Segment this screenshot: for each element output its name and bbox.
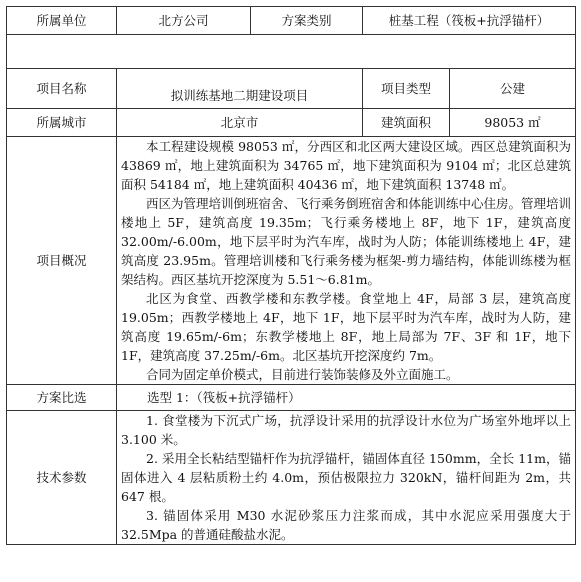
unit-value: 北方公司	[117, 7, 251, 35]
unit-label: 所属单位	[7, 7, 117, 35]
technical-content	[117, 411, 576, 545]
technical-paragraph: 3. 锚固体采用 M30 水泥砂浆压力注浆而成，其中水泥应采用强度大于 32.5Mpa 的普通硅酸盐水泥。	[121, 508, 572, 542]
overview-row	[7, 137, 576, 385]
project-name-row	[7, 69, 576, 109]
city-label: 所属城市	[7, 109, 117, 137]
technical-row	[7, 411, 576, 545]
overview-paragraph: 本工程建设规模 98053 ㎡，分西区和北区两大建设区域。西区总建筑面积为 43869 ㎡，地上建筑面积为 34765 ㎡，地下建筑面积为 9104 ㎡；北区总建筑面积 54184 ㎡，地上建筑面积 40436 ㎡，地下建筑面积 13748 ㎡。	[121, 139, 572, 192]
overview-paragraph: 合同为固定单价模式，目前进行装饰装修及外立面施工。	[146, 367, 459, 382]
area-label: 建筑面积	[363, 109, 450, 137]
overview-content	[117, 137, 576, 385]
blank-cell	[7, 35, 576, 69]
overview-label: 项目概况	[7, 137, 117, 385]
category-label: 方案类别	[251, 7, 363, 35]
comparison-value: 选型 1：（筏板+抗浮锚杆）	[117, 385, 576, 411]
technical-paragraph: 2. 采用全长粘结型锚杆作为抗浮锚杆，锚固体直径 150mm，全长 11m，锚固体进入 4 层粘质粉土约 4.0m，预估极限拉力 320kN，锚杆间距为 2m，共 647 根。	[121, 451, 572, 504]
technical-paragraph: 1. 食堂楼为下沉式广场，抗浮设计采用的抗浮设计水位为广场室外地坪以上 3.100 米。	[121, 413, 572, 447]
area-value: 98053 ㎡	[450, 109, 576, 137]
blank-row	[7, 35, 576, 69]
comparison-row	[7, 385, 576, 411]
project-name-label: 项目名称	[7, 69, 117, 109]
header-row	[7, 7, 576, 35]
overview-paragraph: 西区为管理培训倒班宿舍、飞行乘务倒班宿舍和体能训练中心住房。管理培训楼地上 5F，建筑高度 19.35m；飞行乘务楼地上 8F，地下 1F，建筑高度 32.00m/-6.00m，地下层平时为汽车库，战时为人防；体能训练楼地上 4F，建筑高度 23.95m。管理培训楼和飞行乘务楼为框架-剪力墙结构，体能训练楼为框架结构。西区基坑开挖深度为 5.51～6.81m。	[121, 196, 572, 287]
overview-paragraph: 北区为食堂、西教学楼和东教学楼。食堂地上 4F，局部 3 层，建筑高度 19.05m；西教学楼地上 4F，地下 1F，地下层平时为汽车库，战时为人防，建筑高度 19.65m/-6m；东教学楼地上 8F，地上局部为 7F、3F 和 1F，地下 1F，建筑高度 37.25m/-6m。北区基坑开挖深度约 7m。	[121, 291, 572, 363]
category-value: 桩基工程（筏板+抗浮锚杆）	[363, 7, 576, 35]
technical-label: 技术参数	[7, 411, 117, 545]
project-type-value: 公建	[450, 69, 576, 109]
project-type-label: 项目类型	[363, 69, 450, 109]
city-value: 北京市	[117, 109, 363, 137]
comparison-label: 方案比选	[7, 385, 117, 411]
project-info-table	[6, 6, 576, 545]
project-name-value: 拟训练基地二期建设项目	[117, 69, 363, 109]
city-row	[7, 109, 576, 137]
